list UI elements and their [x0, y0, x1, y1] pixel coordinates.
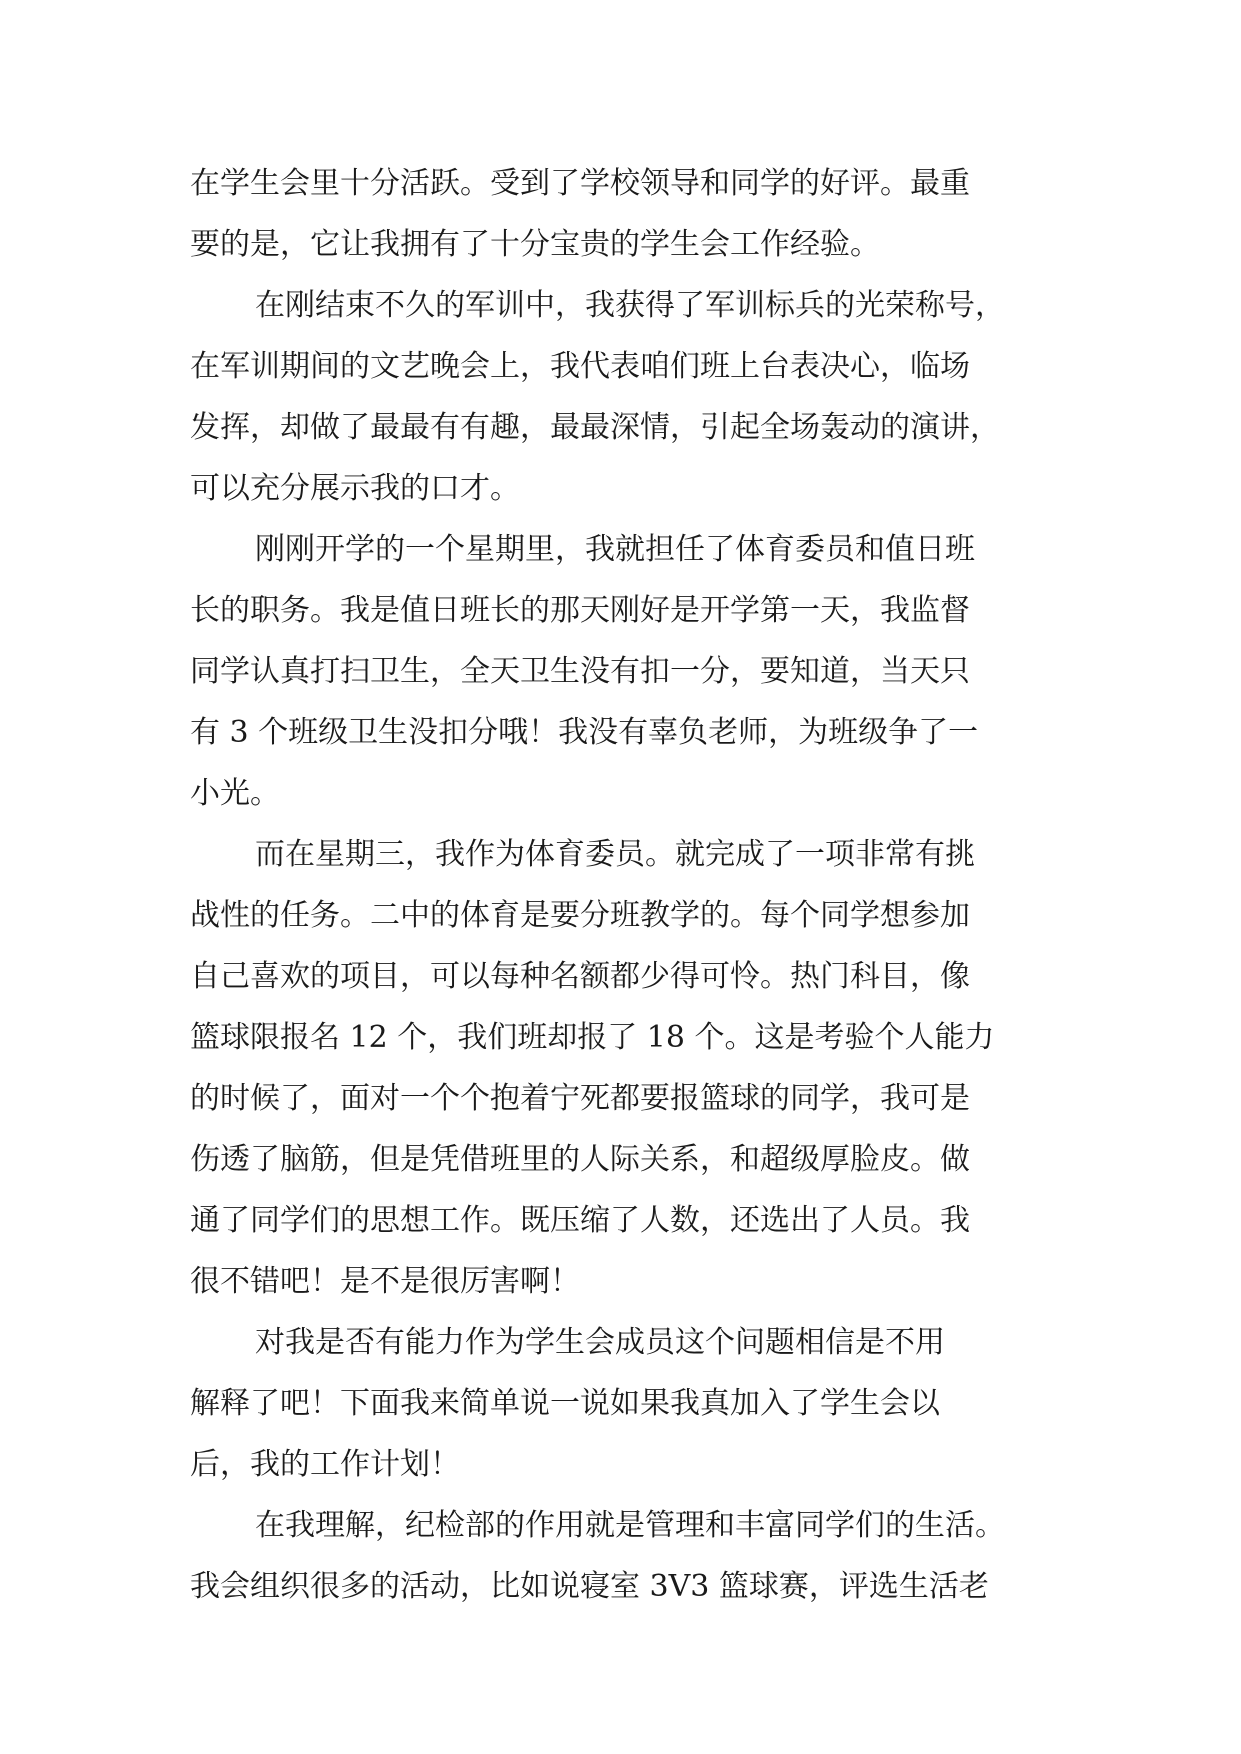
text-line: 的时候了，面对一个个抱着宁死都要报篮球的同学，我可是: [190, 1081, 970, 1116]
text-line: 战性的任务。二中的体育是要分班教学的。每个同学想参加: [190, 898, 970, 933]
text-line: 长的职务。我是值日班长的那天刚好是开学第一天，我监督: [190, 593, 970, 628]
text-line: 可以充分展示我的口才。: [190, 471, 520, 506]
text-line: 在学生会里十分活跃。受到了学校领导和同学的好评。最重: [190, 166, 970, 201]
text-line: 发挥，却做了最最有有趣，最最深情，引起全场轰动的演讲，: [190, 410, 1000, 445]
document-body: [190, 162, 1070, 1626]
paragraph-start-line: 在我理解，纪检部的作用就是管理和丰富同学们的生活。: [255, 1508, 1005, 1543]
text-line: 自己喜欢的项目，可以每种名额都少得可怜。热门科目，像: [190, 959, 970, 994]
text-line: 要的是，它让我拥有了十分宝贵的学生会工作经验。: [190, 227, 880, 262]
text-line: 伤透了脑筋，但是凭借班里的人际关系，和超级厚脸皮。做: [190, 1142, 970, 1177]
paragraph-start-line: 对我是否有能力作为学生会成员这个问题相信是不用: [255, 1325, 945, 1360]
text-line: 解释了吧！下面我来简单说一说如果我真加入了学生会以: [190, 1386, 940, 1421]
paragraph-start-line: 刚刚开学的一个星期里，我就担任了体育委员和值日班: [255, 532, 975, 567]
text-line: 我会组织很多的活动，比如说寝室 3V3 篮球赛，评选生活老: [190, 1569, 989, 1604]
text-line: 篮球限报名 12 个，我们班却报了 18 个。这是考验个人能力: [190, 1020, 995, 1055]
paragraph-start-line: 而在星期三，我作为体育委员。就完成了一项非常有挑: [255, 837, 975, 872]
paragraph-start-line: 在刚结束不久的军训中，我获得了军训标兵的光荣称号，: [255, 288, 1005, 323]
text-line: 很不错吧！是不是很厉害啊！: [190, 1264, 580, 1299]
text-line: 通了同学们的思想工作。既压缩了人数，还选出了人员。我: [190, 1203, 970, 1238]
text-line: 后，我的工作计划！: [190, 1447, 460, 1482]
text-line: 小光。: [190, 776, 280, 811]
text-line: 同学认真打扫卫生，全天卫生没有扣一分，要知道，当天只: [190, 654, 970, 689]
text-line: 在军训期间的文艺晚会上，我代表咱们班上台表决心，临场: [190, 349, 970, 384]
text-line: 有 3 个班级卫生没扣分哦！我没有辜负老师，为班级争了一: [190, 715, 979, 750]
